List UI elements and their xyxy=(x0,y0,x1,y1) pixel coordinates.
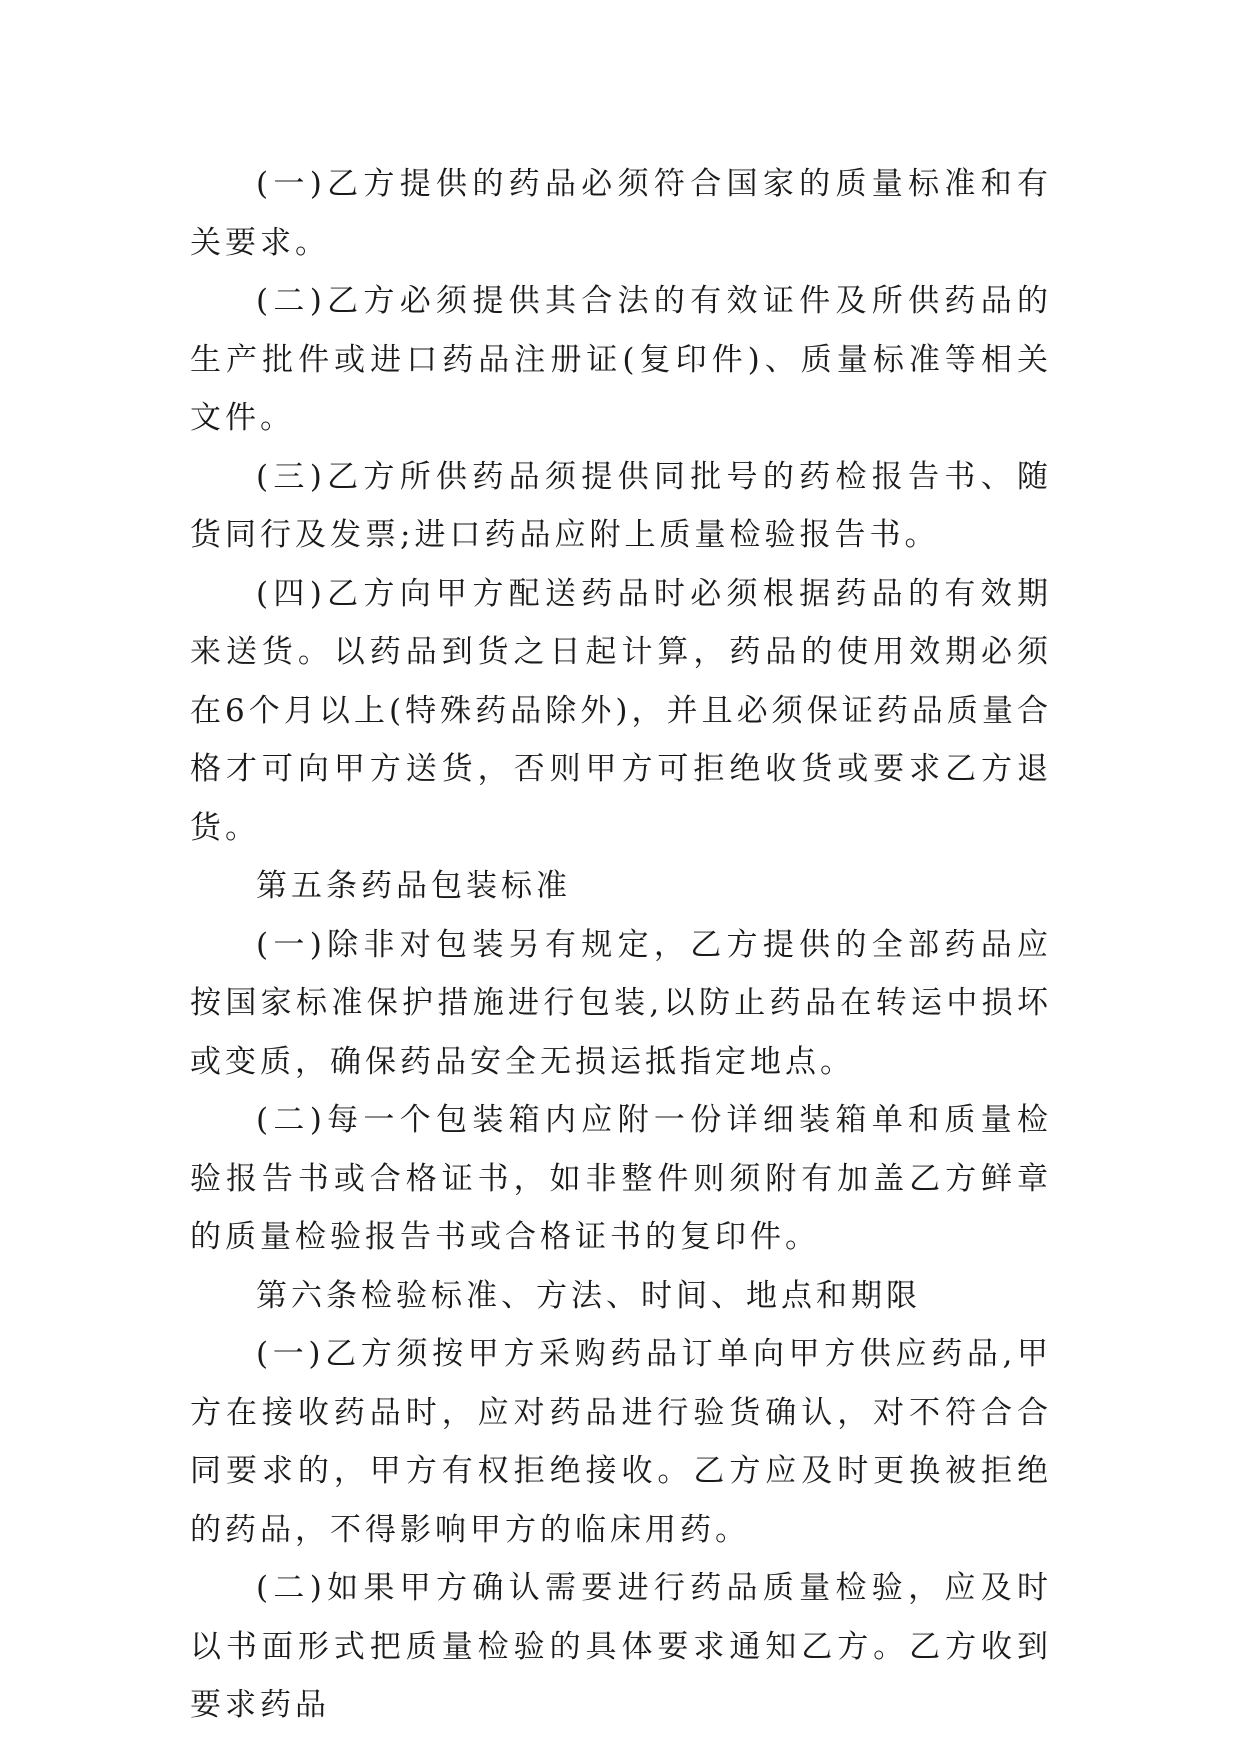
paragraph-clause-4: (四)乙方向甲方配送药品时必须根据药品的有效期来送货。以药品到货之日起计算，药品的使用效期必须在6个月以上(特殊药品除外)，并且必须保证药品质量合格才可向甲方送货，否则甲方可拒绝收货或要求乙方退货。 xyxy=(190,575,1052,846)
paragraph-inspection-1: (一)乙方须按甲方采购药品订单向甲方供应药品,甲方在接收药品时，应对药品进行验货确认，对不符合合同要求的，甲方有权拒绝接收。乙方应及时更换被拒绝的药品，不得影响甲方的临床用药。 xyxy=(190,1336,1052,1548)
section-heading-article-6: 第六条检验标准、方法、时间、地点和期限 xyxy=(256,1277,921,1314)
section-heading-article-5: 第五条药品包装标准 xyxy=(256,868,571,904)
paragraph-packaging-1: (一)除非对包装另有规定，乙方提供的全部药品应按国家标准保护措施进行包装,以防止药品在转运中损坏或变质，确保药品安全无损运抵指定地点。 xyxy=(190,926,1052,1080)
paragraph-clause-3: (三)乙方所供药品须提供同批号的药检报告书、随货同行及发票;进口药品应附上质量检验报告书。 xyxy=(190,458,1052,553)
paragraph-packaging-2: (二)每一个包装箱内应附一份详细装箱单和质量检验报告书或合格证书，如非整件则须附有加盖乙方鲜章的质量检验报告书或合格证书的复印件。 xyxy=(190,1102,1052,1255)
paragraph-inspection-2: (二)如果甲方确认需要进行药品质量检验，应及时以书面形式把质量检验的具体要求通知乙方。乙方收到要求药品 xyxy=(190,1570,1052,1723)
paragraph-clause-1: (一)乙方提供的药品必须符合国家的质量标准和有关要求。 xyxy=(190,166,1052,261)
document-body xyxy=(190,155,1052,1735)
paragraph-clause-2: (二)乙方必须提供其合法的有效证件及所供药品的生产批件或进口药品注册证(复印件)、质量标准等相关文件。 xyxy=(190,283,1052,436)
